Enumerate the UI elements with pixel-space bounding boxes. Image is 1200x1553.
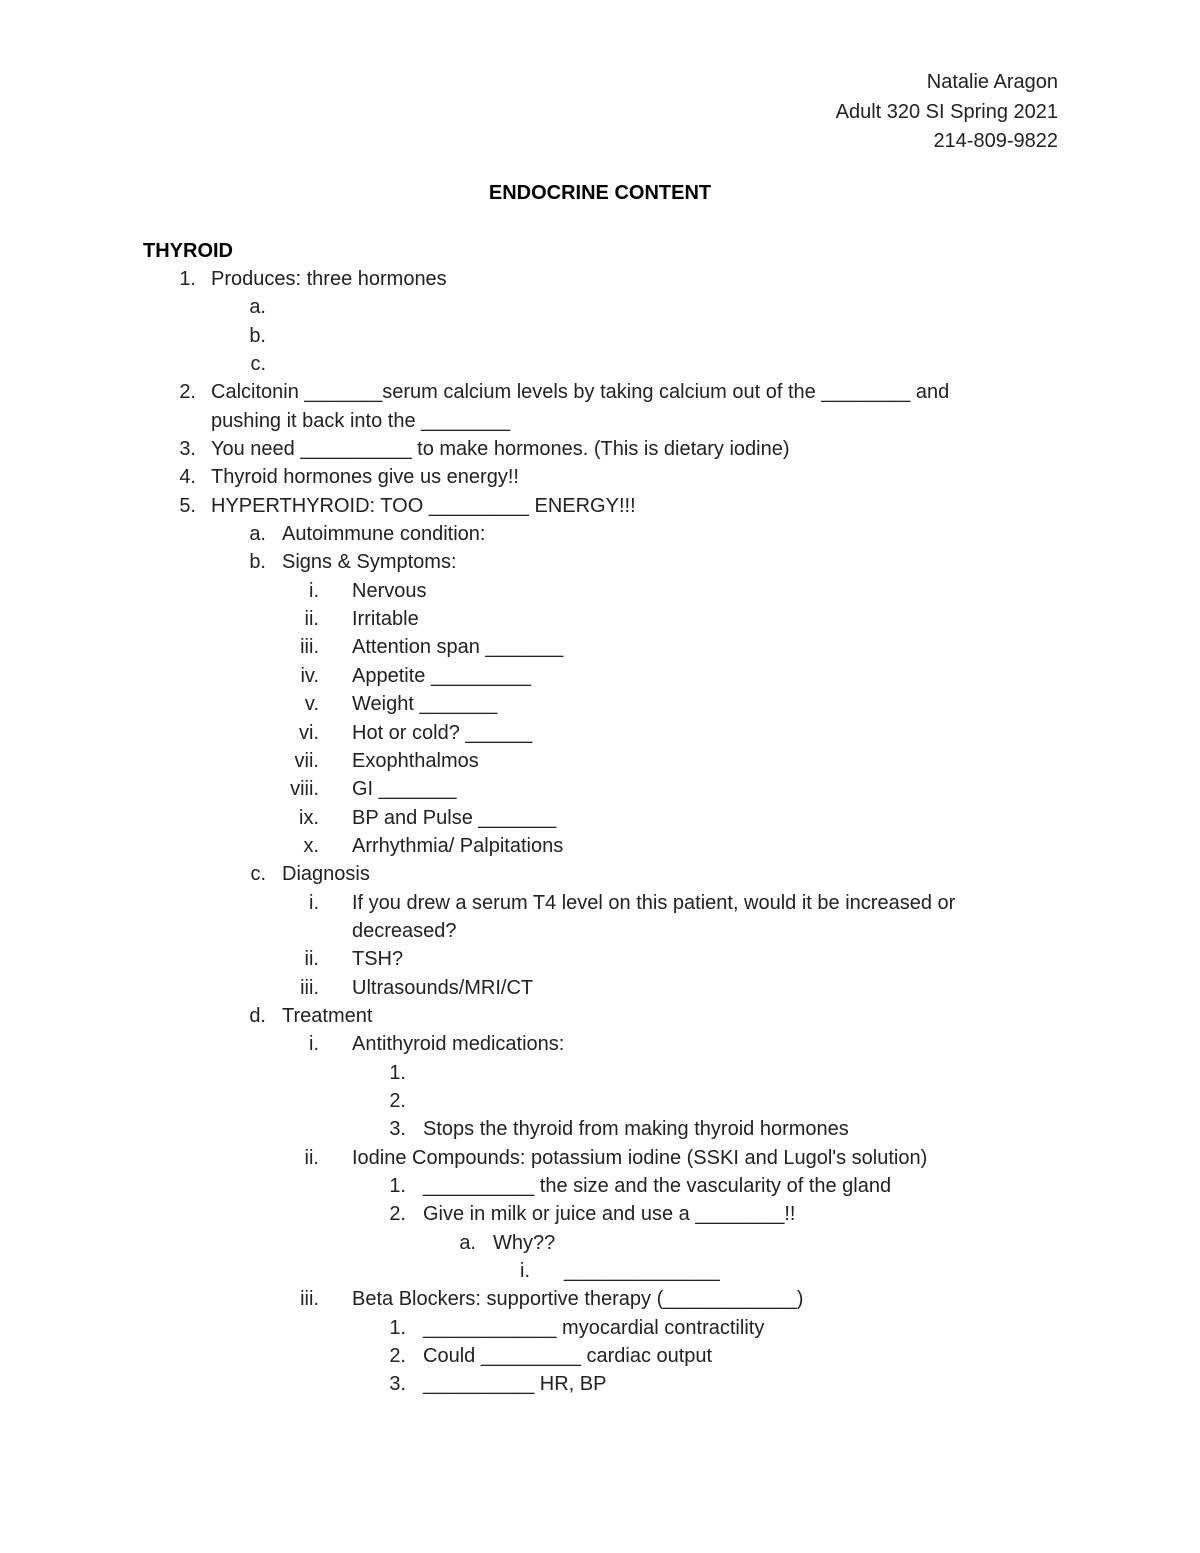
outline-item — [0, 322, 1200, 350]
outline-item — [0, 1314, 1200, 1342]
list-item-text: Diagnosis — [282, 863, 370, 886]
list-marker: vii. — [294, 749, 319, 772]
list-item-text: Produces: three hormones — [211, 268, 447, 290]
list-marker: iii. — [300, 976, 319, 999]
list-marker: i. — [520, 1260, 530, 1283]
outline-item — [0, 1229, 1200, 1257]
outline-item — [0, 1257, 1200, 1285]
outline-item — [0, 1059, 1200, 1087]
outline-item — [0, 1172, 1200, 1200]
list-item-text: ____________ myocardial contractility — [423, 1316, 765, 1339]
list-marker: iii. — [300, 636, 319, 659]
list-marker: i. — [309, 579, 319, 602]
outline-item — [0, 350, 1200, 378]
list-item-text: __________ HR, BP — [423, 1373, 607, 1396]
list-item-text: TSH? — [352, 948, 404, 971]
course-info: Adult 320 SI Spring 2021 — [835, 100, 1058, 123]
list-item-text: If you drew a serum T4 level on this patient, would it be increased or decreased? — [352, 891, 956, 942]
outline-item — [0, 492, 1200, 520]
section-heading: THYROID — [143, 240, 233, 262]
outline-item — [0, 378, 1200, 435]
outline-item — [0, 577, 1200, 605]
list-item-text: Beta Blockers: supportive therapy (____________) — [352, 1288, 804, 1311]
outline-item — [0, 1285, 1200, 1313]
list-item-text: ______________ — [564, 1260, 720, 1283]
list-item-text: Autoimmune condition: — [282, 523, 486, 546]
list-marker: i. — [309, 1033, 319, 1056]
list-marker: 2. — [179, 381, 196, 404]
list-marker: i. — [309, 891, 319, 914]
outline-item — [0, 605, 1200, 633]
list-item-text: HYPERTHYROID: TOO _________ ENERGY!!! — [211, 494, 636, 517]
list-item-text: Could _________ cardiac output — [423, 1345, 713, 1368]
list-item-text: Irritable — [352, 608, 419, 631]
list-item-text: Weight _______ — [352, 693, 498, 716]
author-header — [836, 68, 1058, 157]
outline-item — [0, 435, 1200, 463]
outline-item — [0, 1200, 1200, 1228]
outline-item — [0, 1370, 1200, 1398]
outline-item — [0, 463, 1200, 491]
list-item-text: Nervous — [352, 579, 427, 602]
list-marker: 3. — [389, 1373, 406, 1396]
outline-item — [0, 1087, 1200, 1115]
outline-item — [0, 945, 1200, 973]
list-marker: 5. — [179, 494, 196, 517]
list-item-text: Attention span _______ — [352, 636, 564, 659]
list-marker: 1. — [389, 1061, 406, 1084]
list-marker: v. — [304, 693, 319, 716]
list-marker: 1. — [389, 1316, 406, 1339]
outline-item — [0, 1144, 1200, 1172]
outline-item — [0, 662, 1200, 690]
list-marker: a. — [459, 1231, 476, 1254]
list-marker: iv. — [300, 664, 319, 687]
list-item-text: Ultrasounds/MRI/CT — [352, 976, 534, 999]
list-marker: a. — [249, 296, 266, 319]
list-marker: 3. — [179, 438, 196, 461]
outline-item — [0, 719, 1200, 747]
list-marker: 1. — [389, 1175, 406, 1197]
list-item-text: Arrhythmia/ Palpitations — [352, 834, 564, 857]
list-marker: ii. — [304, 608, 319, 631]
list-item-text: Treatment — [282, 1004, 373, 1027]
list-marker: ix. — [299, 806, 319, 829]
list-item-text: Antithyroid medications: — [352, 1033, 565, 1056]
outline-item — [0, 633, 1200, 661]
outline-item — [0, 832, 1200, 860]
outline-item — [0, 974, 1200, 1002]
list-marker: a. — [249, 523, 266, 546]
outline-item — [0, 548, 1200, 576]
author-name: Natalie Aragon — [926, 71, 1058, 93]
list-item-text: Thyroid hormones give us energy!! — [211, 466, 519, 489]
list-item-text: Exophthalmos — [352, 749, 479, 772]
list-marker: 2. — [389, 1345, 406, 1368]
list-marker: iii. — [300, 1288, 319, 1311]
list-item-text: Give in milk or juice and use a ________!! — [423, 1203, 796, 1226]
list-marker: x. — [303, 834, 319, 857]
outline-item — [0, 690, 1200, 718]
phone-number: 214-809-9822 — [933, 130, 1058, 152]
outline-item — [0, 520, 1200, 548]
list-item-text: GI _______ — [352, 778, 457, 801]
list-marker: c. — [250, 863, 266, 886]
list-marker: 2. — [389, 1089, 406, 1112]
list-marker: c. — [250, 353, 266, 376]
list-item-text: Stops the thyroid from making thyroid hormones — [423, 1118, 849, 1141]
outline-item — [0, 889, 1200, 946]
outline-item — [0, 860, 1200, 888]
list-item-text: Hot or cold? ______ — [352, 721, 533, 744]
outline-item — [0, 804, 1200, 832]
list-item-text: You need __________ to make hormones. (This is dietary iodine) — [211, 438, 790, 461]
outline-item — [0, 1342, 1200, 1370]
list-marker: ii. — [304, 1146, 319, 1169]
outline-item — [0, 265, 1200, 293]
outline-item — [0, 1002, 1200, 1030]
outline-item — [0, 293, 1200, 321]
list-marker: ii. — [304, 948, 319, 971]
list-item-text: BP and Pulse _______ — [352, 806, 557, 829]
list-item-text: Why?? — [493, 1231, 556, 1254]
outline-list — [0, 265, 1200, 1399]
list-marker: 2. — [389, 1203, 406, 1226]
list-marker: 3. — [389, 1118, 406, 1141]
list-item-text: __________ the size and the vascularity of the gland — [423, 1175, 892, 1197]
outline-item — [0, 1030, 1200, 1058]
outline-item — [0, 747, 1200, 775]
list-marker: 1. — [179, 268, 196, 290]
list-marker: vi. — [299, 721, 319, 744]
list-marker: 4. — [179, 466, 196, 489]
outline-item — [0, 775, 1200, 803]
list-marker: viii. — [290, 778, 319, 801]
list-item-text: Signs & Symptoms: — [282, 551, 457, 574]
outline-item — [0, 1115, 1200, 1143]
list-item-text: Iodine Compounds: potassium iodine (SSKI and Lugol's solution) — [352, 1146, 928, 1169]
list-marker: d. — [249, 1004, 266, 1027]
list-item-text: Calcitonin _______serum calcium levels by taking calcium out of the ________ and pushing it back into the ________ — [211, 381, 950, 432]
list-item-text: Appetite _________ — [352, 664, 532, 687]
list-marker: b. — [249, 551, 266, 574]
page-title: ENDOCRINE CONTENT — [488, 182, 712, 204]
list-marker: b. — [249, 324, 266, 347]
